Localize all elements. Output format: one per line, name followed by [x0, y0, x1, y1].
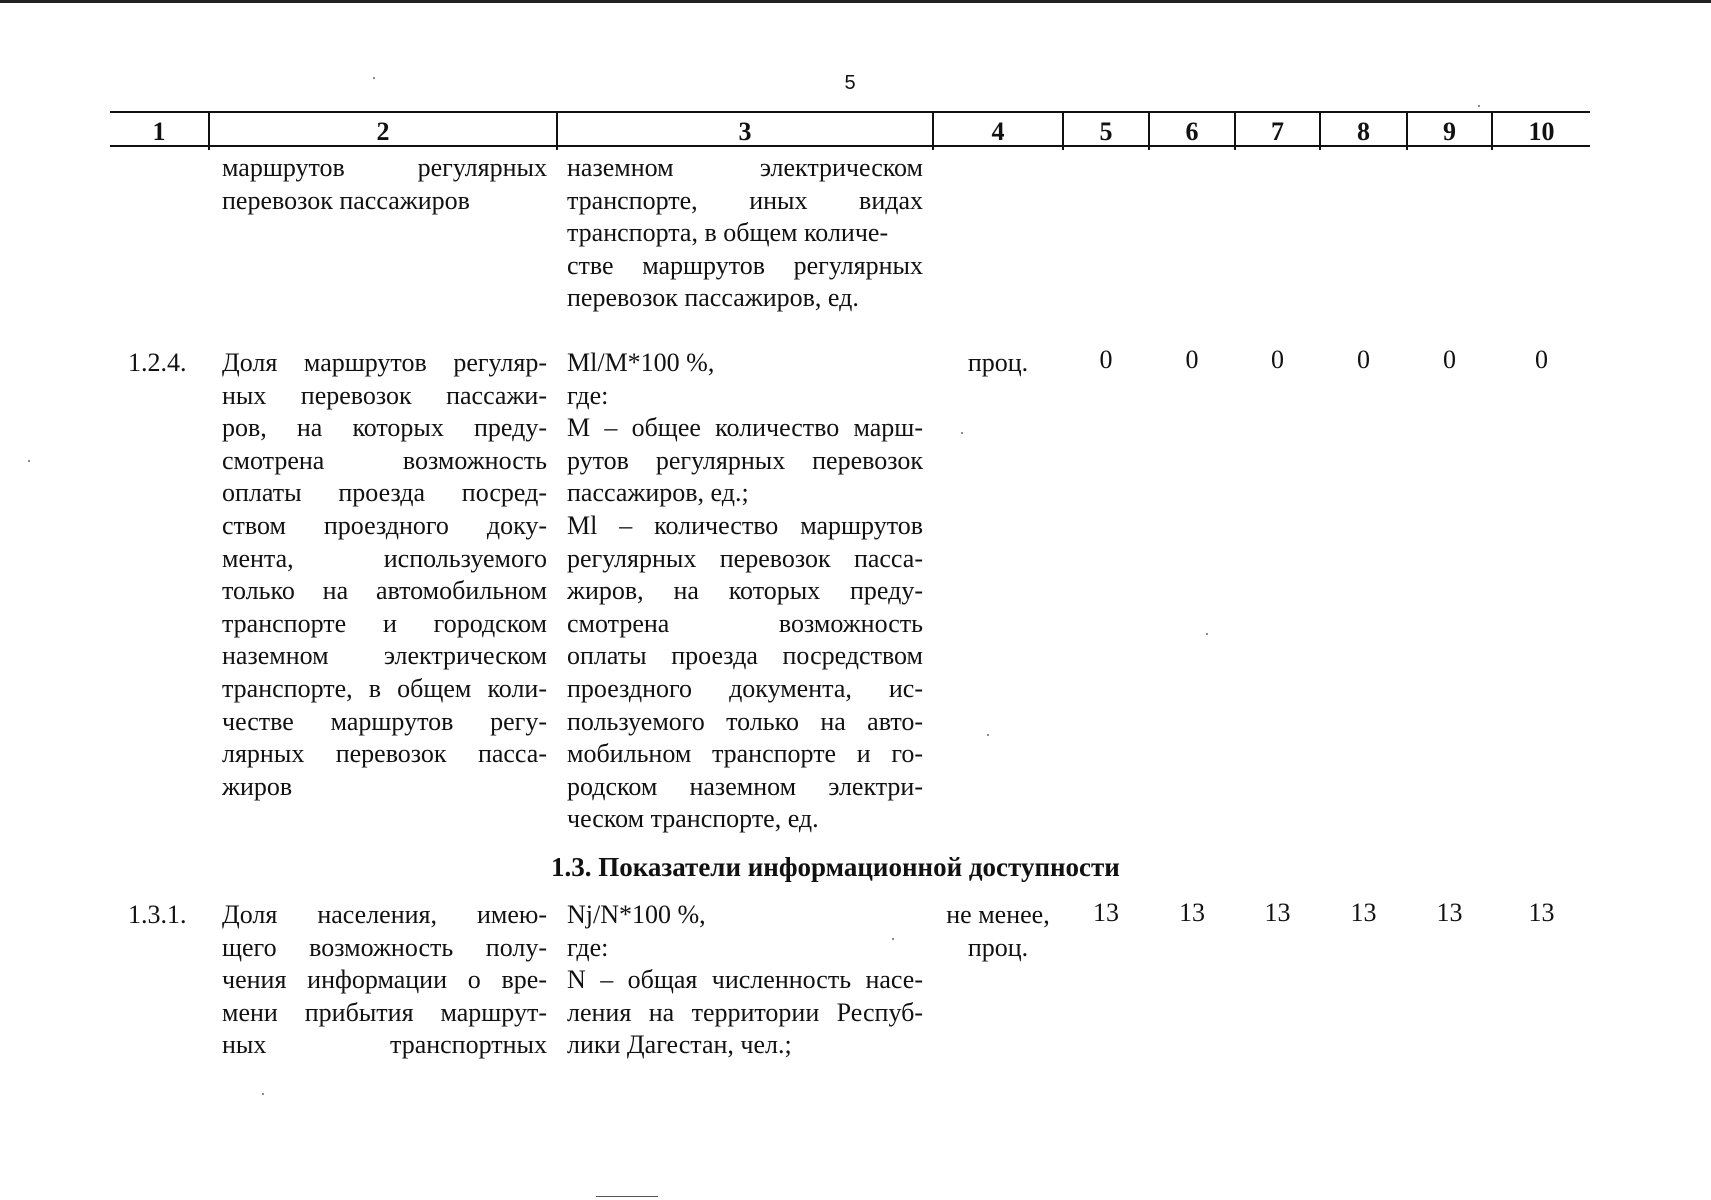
scan-speck: [262, 1093, 264, 1095]
header-column-8: 8: [1357, 117, 1370, 146]
header-column-9: 9: [1443, 117, 1456, 146]
scan-mark: [596, 1196, 658, 1197]
text-line: смотрена возможность: [567, 608, 923, 638]
text-line: ления на территории Респуб-: [567, 997, 923, 1027]
text-line: ством проездного доку-: [222, 510, 547, 540]
text-line: транспорте и городском: [222, 608, 547, 638]
text-line: ческом транспорте, ед.: [567, 804, 819, 834]
text-line: смотрена возможность: [222, 445, 547, 475]
value-cell: 0: [1185, 345, 1199, 374]
page-number: 5: [844, 72, 856, 94]
formula-cell: [567, 347, 923, 836]
value-cell: 13: [1093, 898, 1119, 927]
text-line: ных перевозок пассажи-: [222, 380, 547, 410]
text-line: не менее,: [946, 900, 1050, 929]
header-top-border: [110, 111, 1590, 113]
scan-top-edge: [0, 0, 1711, 3]
text-line: где:: [567, 380, 609, 410]
text-line: перевозок пассажиров, ед.: [567, 283, 859, 313]
text-line: транспорте, в общем коли-: [222, 673, 547, 703]
section-heading: 1.3. Показатели информационной доступности: [551, 852, 1120, 882]
unit-cell: [934, 899, 1062, 964]
text-line: M – общее количество марш-: [567, 413, 923, 443]
text-line: лярных перевозок пасса-: [222, 739, 547, 769]
value-cell: 0: [1357, 345, 1370, 374]
value-cell: 13: [1179, 898, 1205, 927]
value-cell: 13: [1528, 898, 1555, 927]
header-column-2: 2: [376, 117, 390, 146]
text-line: стве маршрутов регулярных: [567, 250, 923, 280]
text-line: родском наземном электри-: [567, 771, 923, 801]
text-line: пользуемого только на авто-: [567, 706, 923, 736]
text-line: ров, на которых преду-: [222, 413, 547, 443]
text-line: оплаты проезда посредством: [567, 641, 923, 671]
header-column-10: 10: [1528, 117, 1555, 146]
indicator-name-cell: [222, 899, 547, 1062]
value-cell: 13: [1264, 898, 1291, 927]
text-line: мента, используемого: [222, 543, 547, 573]
text-line: мени прибытия маршрут-: [222, 997, 547, 1027]
header-column-5: 5: [1099, 117, 1113, 146]
header-column-3: 3: [738, 117, 752, 146]
value-cell: 0: [1271, 345, 1284, 374]
scan-speck: [892, 938, 894, 940]
text-line: проездного документа, ис-: [567, 673, 923, 703]
formula-cell: [567, 899, 923, 1062]
text-line: наземном электрическом: [567, 153, 923, 182]
text-line: щего возможность полу-: [222, 932, 547, 962]
scan-speck: [987, 734, 989, 736]
text-line: рутов регулярных перевозок: [567, 445, 923, 475]
text-line: проц.: [967, 348, 1029, 377]
text-line: регулярных перевозок пасса-: [567, 543, 923, 573]
scan-speck: [961, 432, 963, 434]
text-line: N – общая численность насе-: [567, 965, 923, 995]
text-line: Доля маршрутов регуляр-: [222, 348, 547, 377]
text-line: перевозок пассажиров: [222, 185, 470, 215]
header-column-4: 4: [991, 117, 1005, 146]
text-line: жиров: [222, 771, 293, 801]
value-cell: 0: [1535, 345, 1548, 374]
header-column-1: 1: [152, 117, 166, 146]
text-line: ных транспортных: [222, 1030, 547, 1060]
header-column-7: 7: [1271, 117, 1284, 146]
text-line: оплаты проезда посред-: [222, 478, 547, 508]
value-cell: 0: [1099, 345, 1113, 374]
text-line: наземном электрическом: [222, 641, 547, 671]
text-line: транспорта, в общем количе-: [567, 218, 889, 248]
continuation-name-cell: [222, 152, 547, 217]
text-line: только на автомобильном: [222, 576, 547, 606]
text-line: маршрутов регулярных: [222, 153, 547, 182]
scan-speck: [1206, 633, 1208, 635]
text-line: честве маршрутов регу-: [222, 706, 547, 736]
text-line: пассажиров, ед.;: [567, 478, 749, 508]
scan-speck: [28, 460, 30, 462]
text-line: проц.: [967, 932, 1029, 962]
continuation-formula-cell: [567, 152, 923, 315]
unit-cell: [934, 347, 1062, 380]
value-cell: 0: [1443, 345, 1456, 374]
row-number: 1.2.4.: [128, 348, 187, 377]
text-line: Ml/M*100 %,: [567, 348, 715, 377]
row-number: 1.3.1.: [128, 900, 187, 929]
text-line: лики Дагестан, чел.;: [567, 1030, 792, 1060]
text-line: транспорте, иных видах: [567, 185, 923, 215]
text-line: Nj/N*100 %,: [567, 900, 706, 929]
text-line: мобильном транспорте и го-: [567, 739, 923, 769]
indicator-name-cell: [222, 347, 547, 803]
header-column-6: 6: [1185, 117, 1199, 146]
text-line: где:: [567, 932, 609, 962]
value-cell: 13: [1436, 898, 1463, 927]
scan-speck: [1478, 105, 1480, 107]
text-line: чения информации о вре-: [222, 965, 547, 995]
value-cell: 13: [1350, 898, 1377, 927]
text-line: Ml – количество маршрутов: [567, 510, 923, 540]
scan-speck: [373, 77, 375, 79]
text-line: Доля населения, имею-: [222, 900, 547, 929]
text-line: жиров, на которых преду-: [567, 576, 923, 606]
